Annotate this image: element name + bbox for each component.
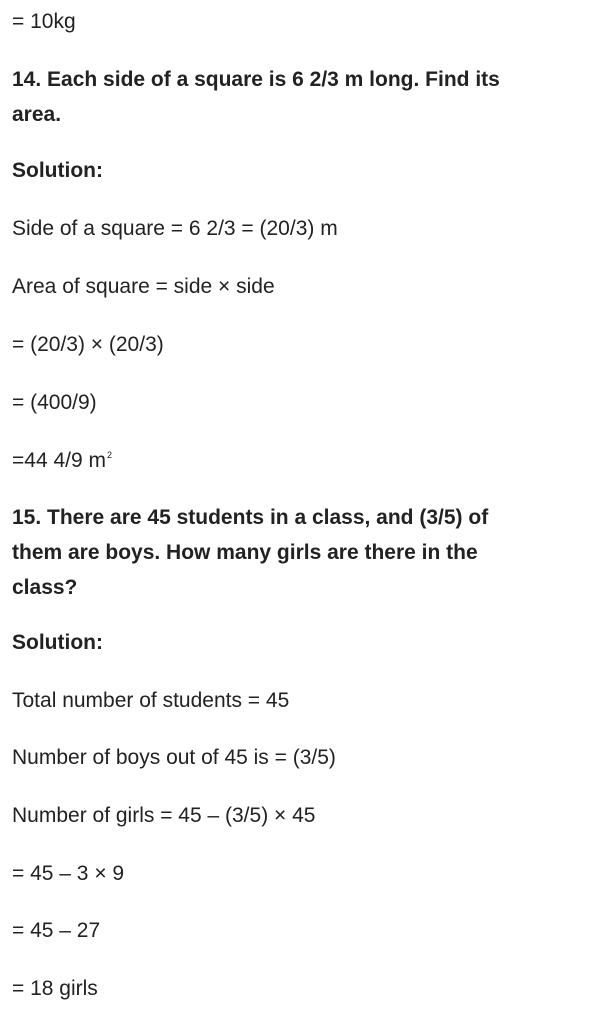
question-15-step: Number of girls = 45 – (3/5) × 45 — [12, 804, 316, 827]
question-15-line-3: class? — [12, 576, 78, 599]
final-answer-value: =44 4/9 m — [12, 449, 106, 472]
question-15-line-1: 15. There are 45 students in a class, and (3/5) of — [12, 506, 489, 529]
question-15-line-2: them are boys. How many girls are there in the — [12, 541, 478, 564]
question-15-step: Number of boys out of 45 is = (3/5) — [12, 746, 336, 769]
question-14-line-2: area. — [12, 103, 62, 126]
question-14-step: Area of square = side × side — [12, 275, 275, 298]
question-15-step: = 45 – 27 — [12, 919, 101, 942]
question-15-solution-label: Solution: — [12, 631, 103, 654]
question-14-step: Side of a square = 6 2/3 = (20/3) m — [12, 217, 338, 240]
question-15-step: = 45 – 3 × 9 — [12, 862, 125, 885]
question-14-solution-label: Solution: — [12, 159, 103, 182]
question-14-step: = (400/9) — [12, 391, 97, 414]
question-15-final-answer: = 18 girls — [12, 977, 98, 1000]
previous-answer-line: = 10kg — [12, 10, 76, 33]
question-14-final-answer — [12, 449, 112, 473]
square-exponent: 2 — [106, 450, 112, 460]
question-14-line-1: 14. Each side of a square is 6 2/3 m long. Find its — [12, 68, 500, 91]
question-14-step: = (20/3) × (20/3) — [12, 333, 164, 356]
question-15-step: Total number of students = 45 — [12, 689, 290, 712]
